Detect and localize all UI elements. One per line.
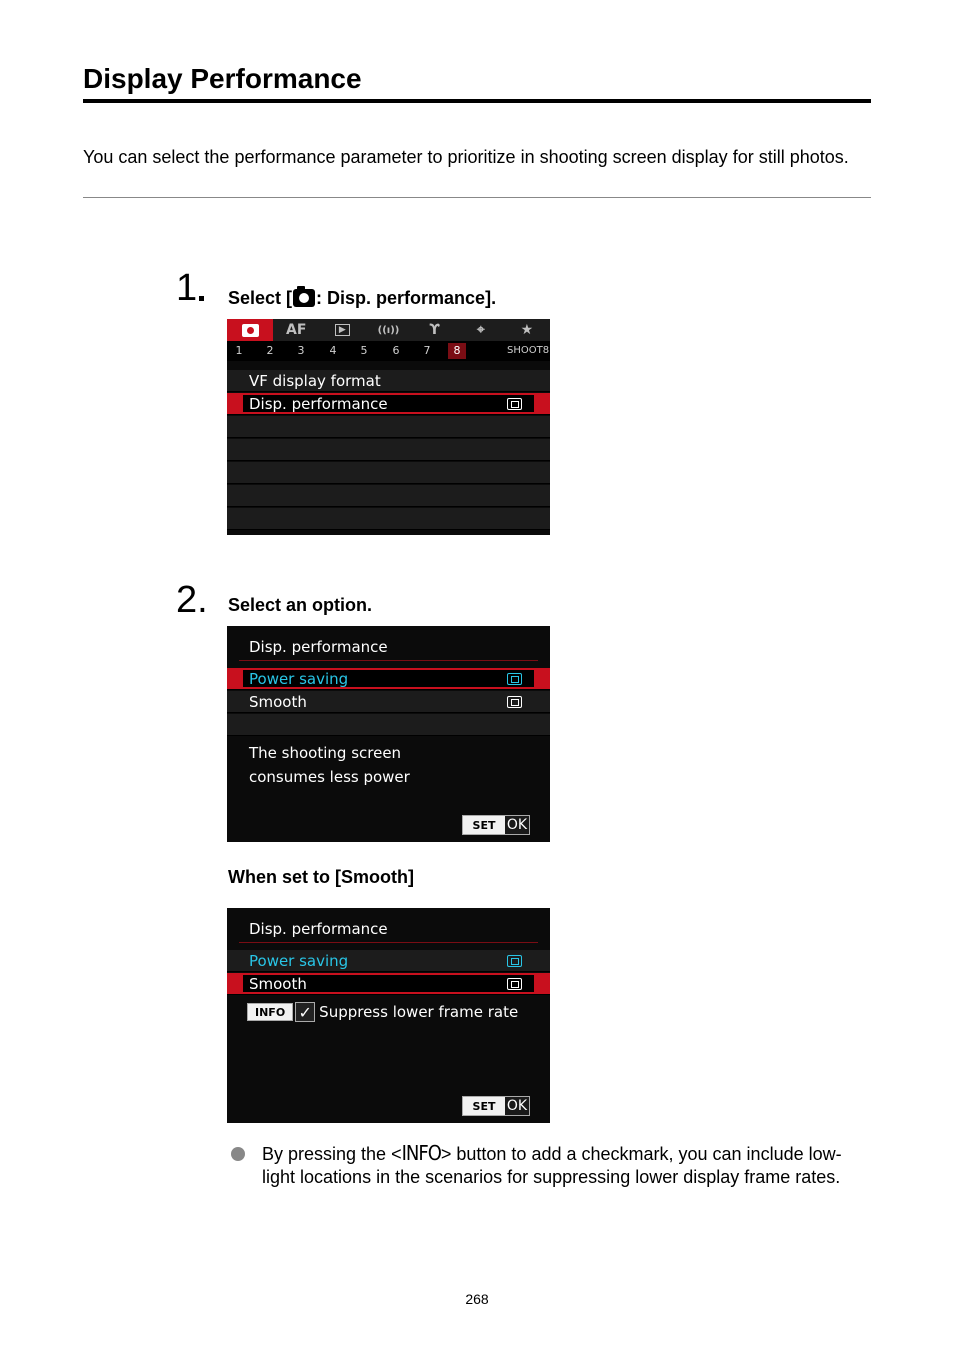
page-label: SHOOT8 — [507, 345, 550, 356]
tab-wireless[interactable] — [365, 319, 411, 341]
ok-label: OK — [506, 1098, 528, 1114]
screen-title: Disp. performance — [249, 920, 388, 938]
option-power-saving[interactable] — [227, 950, 550, 972]
suppress-frame-rate-option[interactable] — [247, 1001, 518, 1023]
set-ok-button[interactable] — [462, 815, 530, 835]
option-label: Power saving — [249, 952, 349, 970]
checkmark-icon[interactable]: ✓ — [295, 1002, 315, 1022]
custom-icon: ⌖ — [476, 322, 485, 338]
page-title: Display Performance — [83, 63, 362, 94]
note-prefix: By pressing the < — [262, 1144, 402, 1164]
tab-setup[interactable] — [412, 319, 458, 341]
option-description-line-1: The shooting screen — [249, 744, 402, 762]
page-num-2[interactable]: 2 — [266, 344, 274, 357]
step-1-text-prefix: Select [ — [228, 288, 293, 308]
menu-item-empty — [227, 439, 550, 461]
menu-item-empty — [227, 508, 550, 530]
title-rule — [83, 99, 871, 103]
info-key: INFO — [247, 1003, 293, 1021]
set-key: SET — [463, 1097, 505, 1115]
screen-title: Disp. performance — [249, 638, 388, 656]
tab-my-menu[interactable] — [504, 319, 550, 341]
options-screen-power-saving — [227, 626, 550, 842]
tab-af[interactable]: AF — [286, 322, 307, 338]
bullet-icon — [231, 1147, 245, 1161]
option-label: Power saving — [249, 670, 349, 688]
option-label: Smooth — [249, 693, 307, 711]
tab-shooting[interactable] — [227, 319, 273, 341]
smooth-icon — [507, 696, 522, 708]
intro-text: You can select the performance parameter to prioritize in shooting screen display for still photos. — [83, 147, 849, 167]
step-1-number: 1 — [176, 267, 198, 309]
info-button-icon: INFO — [401, 1141, 441, 1165]
step-1-text-suffix: : Disp. performance]. — [316, 288, 497, 308]
intro-rule — [83, 197, 871, 198]
performance-icon — [507, 398, 522, 410]
menu-page-numbers — [227, 341, 550, 361]
page-num-4[interactable]: 4 — [329, 344, 337, 357]
option-description-line-2: consumes less power — [249, 768, 410, 786]
menu-item-empty — [227, 416, 550, 438]
menu-item-empty — [227, 485, 550, 507]
menu-screen-shooting — [227, 319, 550, 535]
camera-icon — [293, 289, 315, 307]
page-num-5[interactable]: 5 — [360, 344, 368, 357]
option-smooth[interactable] — [227, 973, 550, 995]
step-1-dot — [199, 296, 204, 301]
menu-item-label: Disp. performance — [249, 395, 388, 413]
star-icon: ★ — [520, 322, 534, 338]
options-screen-smooth — [227, 908, 550, 1123]
page-number: 268 — [465, 1291, 489, 1307]
menu-item-disp-performance[interactable] — [227, 393, 550, 415]
step-2-number: 2. — [176, 579, 208, 621]
wireless-icon: ((ı)) — [377, 324, 400, 336]
page-num-3[interactable]: 3 — [297, 344, 305, 357]
step-1-text — [228, 287, 496, 309]
step-2-text: Select an option. — [228, 595, 373, 615]
note-suffix: > button to add a checkmark, you can include low-light locations in the scenarios for suppressing lower display frame rates. — [262, 1144, 842, 1187]
set-key: SET — [463, 816, 505, 834]
page-num-6[interactable]: 6 — [392, 344, 400, 357]
option-power-saving[interactable] — [227, 668, 550, 690]
page-num-1[interactable]: 1 — [235, 344, 243, 357]
tab-custom[interactable] — [458, 319, 504, 341]
menu-item-label: VF display format — [249, 372, 381, 390]
tab-playback[interactable] — [319, 319, 365, 341]
set-ok-button[interactable] — [462, 1096, 530, 1116]
menu-tab-bar — [227, 319, 550, 341]
wrench-icon: ϒ — [429, 322, 440, 338]
option-label: Smooth — [249, 975, 307, 993]
page-num-7[interactable]: 7 — [423, 344, 431, 357]
smooth-icon — [507, 978, 522, 990]
menu-item-empty — [227, 462, 550, 484]
power-saving-icon — [507, 673, 522, 685]
page-num-8[interactable]: 8 — [448, 343, 466, 359]
smooth-subheading: When set to [Smooth] — [228, 867, 414, 887]
ok-label: OK — [506, 817, 528, 833]
camera-icon — [242, 324, 259, 337]
note-text — [262, 1142, 872, 1189]
option-smooth[interactable] — [227, 691, 550, 713]
power-saving-icon — [507, 955, 522, 967]
play-icon: ▶ — [335, 324, 350, 336]
suppress-label: Suppress lower frame rate — [319, 1003, 519, 1021]
menu-item-vf-display-format[interactable] — [227, 370, 550, 392]
option-empty — [227, 714, 550, 736]
